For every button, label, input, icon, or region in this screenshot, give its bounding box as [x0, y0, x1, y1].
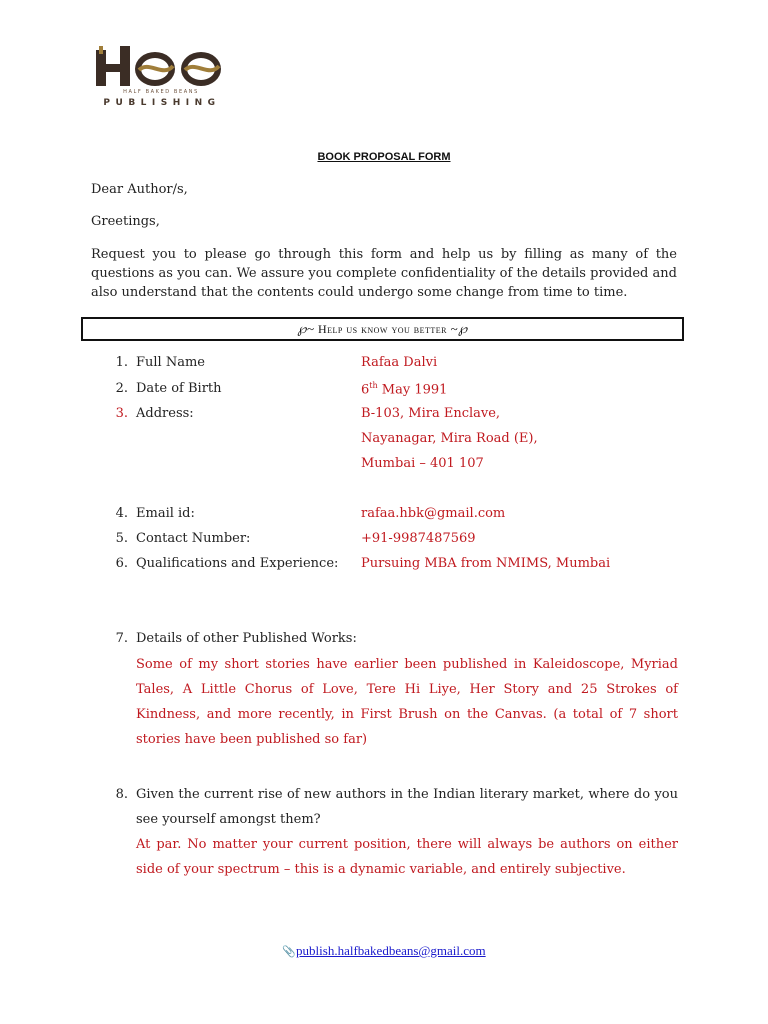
question-number: 7. [115, 631, 128, 646]
field-number: 2. [115, 381, 128, 396]
field-value-address-line-1: B-103, Mira Enclave, [361, 406, 501, 421]
field-label-address: Address: [136, 406, 194, 421]
field-number: 3. [115, 406, 128, 421]
salutation: Dear Author/s, [91, 182, 188, 197]
field-value-address-line-2: Nayanagar, Mira Road (E), [361, 431, 538, 446]
field-label-email: Email id: [136, 506, 195, 521]
form-title: BOOK PROPOSAL FORM [317, 151, 451, 163]
field-value-address-line-3: Mumbai – 401 107 [361, 456, 484, 471]
answer-published-works: Some of my short stories have earlier been published in Kaleidoscope, Myriad Tales, A Little Chorus of Love, Tere Hi Liye, Her Story and 25 Strokes of Kindness, and more recently, in First Brush on the Canvas. (a total of 7 short stories have been published so far) [136, 657, 678, 747]
field-label-dob: Date of Birth [136, 381, 222, 396]
logo-tagline: HALF BAKED BEANS [123, 89, 199, 95]
field-value-contact: +91-9987487569 [361, 531, 476, 546]
footer [0, 943, 768, 959]
footer-email-link[interactable]: publish.halfbakedbeans@gmail.com [296, 943, 486, 958]
field-number: 1. [115, 355, 128, 370]
paperclip-icon: 📎 [282, 946, 297, 958]
field-value-dob [361, 381, 447, 397]
dob-day-suffix: th [369, 381, 378, 390]
hbb-monogram-icon [93, 44, 233, 90]
field-value-qualifications: Pursuing MBA from NMIMS, Mumbai [361, 556, 611, 571]
field-number: 4. [115, 506, 128, 521]
question-published-works: Details of other Published Works: [136, 631, 357, 646]
dob-day: 6 [361, 382, 370, 398]
section-header [81, 317, 684, 341]
ornament-right: ~℘ [450, 321, 468, 336]
field-label-qualifications: Qualifications and Experience: [136, 556, 339, 571]
question-market-position: Given the current rise of new authors in the Indian literary market, where do you see yourself amongst them? [136, 787, 678, 827]
intro-paragraph: Request you to please go through this form and help us by filling as many of the questions as you can. We assure you complete confidentiality of the details provided and also understand that the contents could undergo some change from time to time. [91, 247, 677, 300]
section-header-text: Help us know you better [317, 322, 448, 336]
field-number: 6. [115, 556, 128, 571]
dob-rest: May 1991 [377, 382, 448, 398]
field-value-email: rafaa.hbk@gmail.com [361, 506, 506, 521]
ornament-left: ℘~ [297, 321, 315, 336]
field-value-full-name: Rafaa Dalvi [361, 355, 438, 370]
answer-market-position: At par. No matter your current position, there will always be authors on either side of your spectrum – this is a dynamic variable, and entirely subjective. [136, 837, 678, 877]
field-label-full-name: Full Name [136, 355, 205, 370]
greeting: Greetings, [91, 214, 160, 229]
logo-subtitle: PUBLISHING [103, 98, 221, 108]
question-number: 8. [115, 787, 128, 802]
field-number: 5. [115, 531, 128, 546]
field-label-contact: Contact Number: [136, 531, 251, 546]
